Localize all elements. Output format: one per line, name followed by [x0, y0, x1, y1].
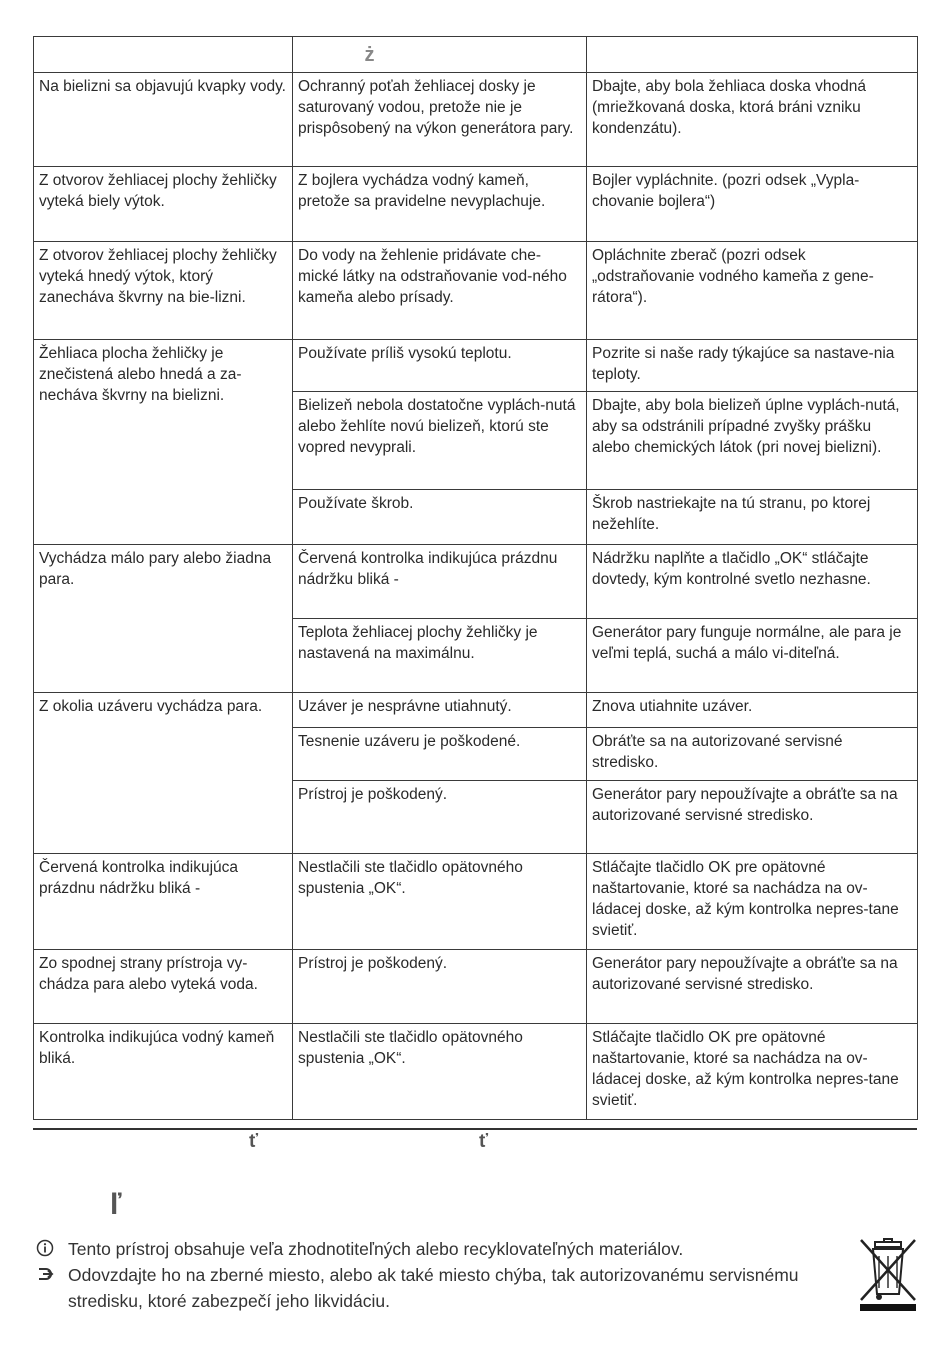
- solution-cell: Škrob nastriekajte na tú stranu, po ktorej nežehlíte.: [587, 490, 918, 545]
- cause-cell: Prístroj je poškodený.: [293, 950, 587, 1024]
- table-row: [34, 167, 918, 242]
- environment-item-text: Tento prístroj obsahuje veľa zhodnotiteľných alebo recyklovateľných materiálov.: [68, 1239, 684, 1259]
- environment-item-info: [36, 1236, 836, 1262]
- cause-cell: Ochranný poťah žehliacej dosky je saturovaný vodou, pretože nie je prispôsobený na výkon generátora pary.: [293, 73, 587, 167]
- table-header-row: [34, 37, 918, 73]
- cause-cell: Tesnenie uzáveru je poškodené.: [293, 728, 587, 781]
- environment-item-text: Odovzdajte ho na zberné miesto, alebo ak také miesto chýba, tak autorizovanému servisnému stredisku, ktoré zabezpečí jeho likvidáciu.: [68, 1265, 799, 1311]
- table-row: [34, 73, 918, 167]
- info-circle-icon: [36, 1236, 68, 1262]
- table-row: [34, 854, 918, 950]
- cause-cell: Prístroj je poškodený.: [293, 781, 587, 854]
- crossed-out-wheelie-bin-icon: [857, 1236, 919, 1312]
- solution-cell: Generátor pary nepoužívajte a obráťte sa na autorizované servisné stredisko.: [587, 950, 918, 1024]
- solution-cell: Bojler vypláchnite. (pozri odsek „Vypla-chovanie bojlera“): [587, 167, 918, 242]
- problem-cell: Na bielizni sa objavujú kvapky vody.: [34, 73, 293, 167]
- solution-cell: Stláčajte tlačidlo OK pre opätovné naštartovanie, ktoré sa nachádza na ov-ládacej doske, až kým kontrolka nepres-tane svietiť.: [587, 1024, 918, 1120]
- header-solution: [587, 37, 918, 73]
- solution-cell: Pozrite si naše rady týkajúce sa nastave-nia teploty.: [587, 340, 918, 392]
- problem-cell: Z otvorov žehliacej plochy žehličky vyteká biely výtok.: [34, 167, 293, 242]
- solution-cell: Generátor pary funguje normálne, ale para je veľmi teplá, suchá a málo vi-diteľná.: [587, 619, 918, 693]
- table-row: [34, 242, 918, 340]
- environment-list: [36, 1236, 836, 1314]
- solution-cell: Opláchnite zberač (pozri odsek „odstraňovanie vodného kameňa z gene-rátora“).: [587, 242, 918, 340]
- arrow-right-icon: [36, 1262, 68, 1314]
- solution-cell: Dbajte, aby bola žehliaca doska vhodná (mriežkovaná doska, ktorá bráni vzniku kondenzátu).: [587, 73, 918, 167]
- cause-cell: Z bojlera vychádza vodný kameň, pretože sa pravidelne nevyplachuje.: [293, 167, 587, 242]
- troubleshooting-table-wrap: [33, 36, 917, 1120]
- cause-cell: Používate príliš vysokú teplotu.: [293, 340, 587, 392]
- problem-cell: Zo spodnej strany prístroja vy-chádza para alebo vyteká voda.: [34, 950, 293, 1024]
- stray-glyph-2: ť: [479, 1131, 489, 1152]
- solution-cell: Znova utiahnite uzáver.: [587, 693, 918, 728]
- cause-cell: Používate škrob.: [293, 490, 587, 545]
- solution-cell: Stláčajte tlačidlo OK pre opätovné naštartovanie, ktoré sa nachádza na ov-ládacej doske, až kým kontrolka nepres-tane svietiť.: [587, 854, 918, 950]
- problem-cell: Z okolia uzáveru vychádza para.: [34, 693, 293, 854]
- cause-cell: Nestlačili ste tlačidlo opätovného spustenia „OK“.: [293, 1024, 587, 1120]
- problem-cell: Vychádza málo pary alebo žiadna para.: [34, 545, 293, 693]
- header-cause: [293, 37, 587, 73]
- table-row: [34, 693, 918, 728]
- solution-cell: Obráťte sa na autorizované servisné stredisko.: [587, 728, 918, 781]
- header-cause-glyph: ż: [364, 44, 375, 66]
- problem-cell: Žehliaca plocha žehličky je znečistená alebo hnedá a za-necháva škvrny na bielizni.: [34, 340, 293, 545]
- cause-cell: Teplota žehliacej plochy žehličky je nastavená na maximálnu.: [293, 619, 587, 693]
- problem-cell: Z otvorov žehliacej plochy žehličky vyteká hnedý výtok, ktorý zanecháva škvrny na bie-lizni.: [34, 242, 293, 340]
- cause-cell: Bielizeň nebola dostatočne vyplách-nutá alebo žehlíte novú bielizeň, ktorú ste vopred nevyprali.: [293, 392, 587, 490]
- table-row: [34, 545, 918, 619]
- cause-cell: Nestlačili ste tlačidlo opätovného spustenia „OK“.: [293, 854, 587, 950]
- cause-cell: Uzáver je nesprávne utiahnutý.: [293, 693, 587, 728]
- table-bottom-rule: [33, 1128, 917, 1130]
- problem-cell: Červená kontrolka indikujúca prázdnu nádržku bliká -: [34, 854, 293, 950]
- table-row: [34, 950, 918, 1024]
- solution-cell: Generátor pary nepoužívajte a obráťte sa na autorizované servisné stredisko.: [587, 781, 918, 854]
- solution-cell: Nádržku naplňte a tlačidlo „OK“ stláčajte dovtedy, kým kontrolné svetlo nezhasne.: [587, 545, 918, 619]
- problem-cell: Kontrolka indikujúca vodný kameň bliká.: [34, 1024, 293, 1120]
- environment-item-disposal: [36, 1262, 836, 1314]
- table-row: [34, 340, 918, 392]
- troubleshooting-table: [33, 36, 918, 1120]
- cause-cell: Do vody na žehlenie pridávate che-mické látky na odstraňovanie vod-ného kameňa alebo prísady.: [293, 242, 587, 340]
- cause-cell: Červená kontrolka indikujúca prázdnu nádržku bliká -: [293, 545, 587, 619]
- table-body: [34, 73, 918, 1120]
- solution-cell: Dbajte, aby bola bielizeň úplne vyplách-nutá, aby sa odstránili prípadné zvyšky prášku alebo chemických látok (pri novej bielizni).: [587, 392, 918, 490]
- table-row: [34, 1024, 918, 1120]
- environment-heading: ľ: [110, 1188, 122, 1221]
- stray-glyph-1: ť: [249, 1131, 259, 1152]
- header-problem: [34, 37, 293, 73]
